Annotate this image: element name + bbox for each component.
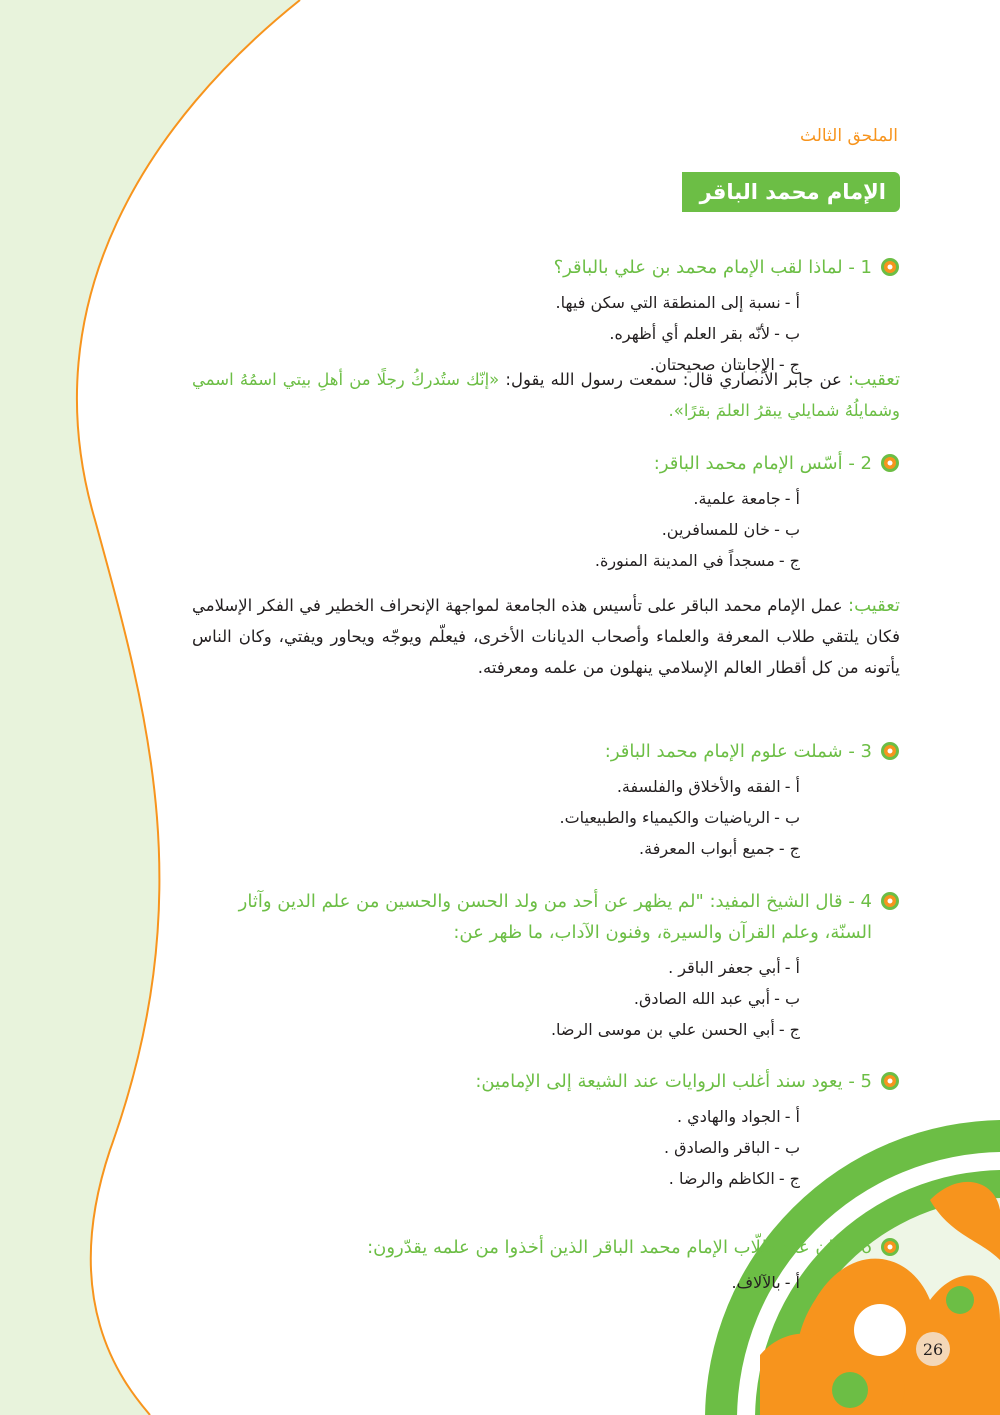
- question-text: 1 - لماذا لقب الإمام محمد بن علي بالباقر؟: [553, 257, 872, 278]
- question-1: [192, 252, 900, 380]
- option-text: لأنّه بقر العلم أي أظهره.: [609, 324, 771, 343]
- question-2: [192, 448, 900, 576]
- flower-ornament-icon: [880, 1237, 900, 1257]
- option-letter: أ -: [784, 1107, 800, 1126]
- option-text: الإجابتان صحيحتان.: [649, 355, 775, 374]
- question-text: 3 - شملت علوم الإمام محمد الباقر:: [604, 741, 872, 762]
- flower-ornament-icon: [880, 1071, 900, 1091]
- option-item: [192, 771, 800, 802]
- flower-ornament-icon: [880, 891, 900, 911]
- option-text: الرياضيات والكيمياء والطبيعيات.: [559, 808, 771, 827]
- option-item: [192, 287, 800, 318]
- option-letter: ج -: [778, 551, 800, 570]
- option-text: مسجداً في المدينة المنورة.: [594, 551, 775, 570]
- option-letter: ب -: [774, 520, 800, 539]
- option-letter: ب -: [774, 989, 800, 1008]
- option-text: الباقر والصادق .: [663, 1138, 771, 1157]
- option-text: أبي جعفر الباقر .: [668, 958, 781, 977]
- flower-ornament-icon: [880, 453, 900, 473]
- option-letter: ج -: [778, 839, 800, 858]
- option-item: [192, 318, 800, 349]
- flower-ornament-icon: [880, 741, 900, 761]
- option-item: [192, 1014, 800, 1045]
- hadith-quote: «إنّك ستُدركُ رجلًا من أهلِ بيتي اسمُهُ اسمي وشمايلُهُ شمايلي يبقرُ العلمَ بقرًا».: [192, 370, 900, 420]
- question-6: [192, 1232, 900, 1298]
- options-list: [192, 771, 800, 864]
- comment-block: [192, 590, 900, 683]
- option-letter: ج -: [778, 1169, 800, 1188]
- option-item: [192, 802, 800, 833]
- option-item: [192, 1132, 800, 1163]
- question-text: 4 - قال الشيخ المفيد: "لم يظهر عن أحد من ولد الحسن والحسين من علم الدين وآثار السنّة، وعلم القرآن والسيرة، وفنون الآداب، ما ظهر عن:: [238, 891, 872, 943]
- option-letter: ج -: [778, 355, 800, 374]
- option-letter: ج -: [778, 1020, 800, 1039]
- option-item: [192, 1267, 800, 1298]
- option-text: أبي عبد الله الصادق.: [633, 989, 771, 1008]
- option-letter: أ -: [784, 489, 800, 508]
- question-text: 5 - يعود سند أغلب الروايات عند الشيعة إلى الإمامين:: [475, 1071, 872, 1092]
- question-5: [192, 1066, 900, 1194]
- option-text: أبي الحسن علي بن موسى الرضا.: [550, 1020, 775, 1039]
- option-item: [192, 483, 800, 514]
- page-title: الإمام محمد الباقر: [682, 172, 900, 212]
- page-number: 26: [916, 1332, 950, 1366]
- option-letter: ب -: [774, 1138, 800, 1157]
- option-text: الفقه والأخلاق والفلسفة.: [616, 777, 781, 796]
- option-item: [192, 1101, 800, 1132]
- option-letter: أ -: [784, 293, 800, 312]
- comment-block: [192, 364, 900, 426]
- comment-label: تعقيب:: [848, 369, 901, 390]
- option-letter: أ -: [784, 1273, 800, 1292]
- section-label: الملحق الثالث: [800, 126, 898, 146]
- option-item: [192, 545, 800, 576]
- option-item: [192, 833, 800, 864]
- flower-ornament-icon: [880, 257, 900, 277]
- option-item: [192, 983, 800, 1014]
- option-item: [192, 952, 800, 983]
- comment-text: عن جابر الأنصاري قال: سمعت رسول الله يقول:: [499, 370, 849, 389]
- option-letter: ب -: [774, 808, 800, 827]
- option-letter: أ -: [784, 777, 800, 796]
- options-list: [192, 483, 800, 576]
- option-text: جامعة علمية.: [693, 489, 781, 508]
- options-list: [192, 1267, 800, 1298]
- option-item: [192, 514, 800, 545]
- question-4: [192, 886, 900, 1045]
- option-text: بالآلاف.: [731, 1273, 781, 1292]
- options-list: [192, 1101, 800, 1194]
- option-item: [192, 1163, 800, 1194]
- option-text: جميع أبواب المعرفة.: [639, 839, 775, 858]
- page-content: [190, 0, 900, 1415]
- options-list: [192, 952, 800, 1045]
- option-text: نسبة إلى المنطقة التي سكن فيها.: [555, 293, 781, 312]
- option-letter: ب -: [774, 324, 800, 343]
- question-text: 6 - كان عدد طلّاب الإمام محمد الباقر الذين أخذوا من علمه يقدّرون:: [367, 1237, 872, 1258]
- comment-label: تعقيب:: [848, 595, 900, 616]
- option-letter: أ -: [784, 958, 800, 977]
- comment-text: عمل الإمام محمد الباقر على تأسيس هذه الجامعة لمواجهة الإنحراف الخطير في الفكر الإسلامي فكان يلتقي طلاب المعرفة والعلماء وأصحاب الديانات الأخرى، فيعلّم ويوجّه ويحاور ويفتي، وكان الناس يأتونه من كل أقطار العالم الإسلامي ينهلون من علمه ومعرفته.: [192, 596, 900, 677]
- option-text: خان للمسافرين.: [661, 520, 771, 539]
- question-text: 2 - أسّس الإمام محمد الباقر:: [653, 453, 872, 474]
- question-3: [192, 736, 900, 864]
- option-text: الجواد والهادي .: [677, 1107, 781, 1126]
- option-text: الكاظم والرضا .: [668, 1169, 775, 1188]
